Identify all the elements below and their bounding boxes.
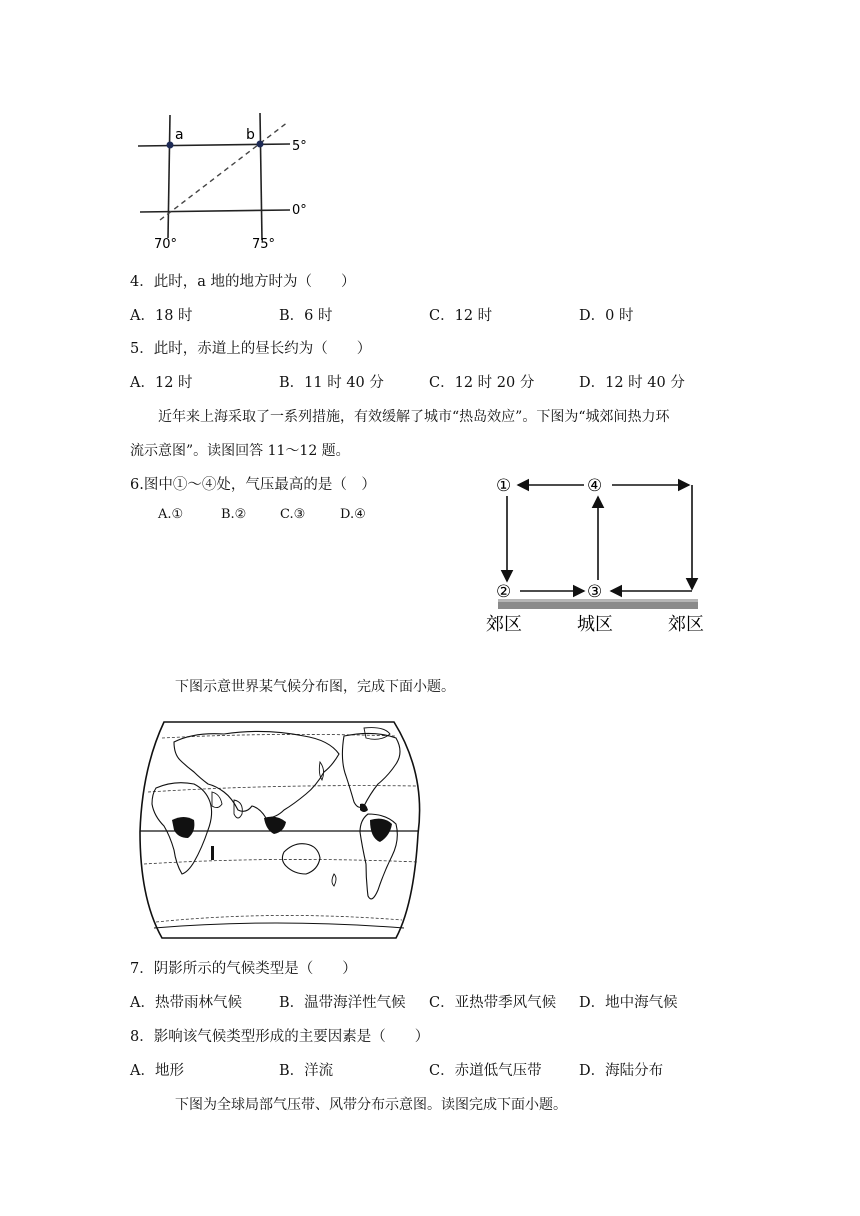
point-a-dot	[167, 142, 174, 149]
q6-option-b[interactable]: B.②	[221, 507, 247, 522]
q5-option-d[interactable]: D．12 时 40 分	[579, 375, 685, 391]
node-4-label: ④	[587, 476, 603, 496]
tropic-capricorn	[144, 859, 418, 864]
parallel-0	[140, 210, 290, 212]
parallel-5	[138, 144, 290, 146]
question-5-stem: 5．此时，赤道上的昼长约为（ ）	[130, 341, 372, 357]
shaded-region-central-america	[360, 804, 368, 812]
lat-5-label: 5°	[292, 139, 307, 154]
node-3-label: ③	[587, 582, 603, 602]
point-b-label: b	[246, 127, 255, 143]
q8-option-c[interactable]: C．赤道低气压带	[429, 1063, 542, 1079]
lat-0-label: 0°	[292, 203, 307, 218]
q4-option-b[interactable]: B．6 时	[279, 308, 333, 324]
lon-70-label: 70°	[154, 237, 178, 252]
climate-intro: 下图示意世界某气候分布图，完成下面小题。	[175, 679, 455, 695]
australia-continent	[282, 844, 320, 874]
shaded-region-congo	[172, 817, 194, 838]
q5-option-a[interactable]: A．12 时	[130, 375, 193, 391]
q7-option-c[interactable]: C．亚热带季风气候	[429, 995, 557, 1011]
question-6-stem: 6.图中①～④处，气压最高的是（ ）	[130, 477, 376, 493]
lon-75-label: 75°	[252, 237, 276, 252]
world-climate-map	[134, 714, 424, 944]
label-suburb-left: 郊区	[486, 614, 522, 635]
thermal-circulation-diagram	[484, 470, 724, 635]
q6-option-a[interactable]: A.①	[158, 507, 184, 522]
q4-option-d[interactable]: D．0 时	[579, 308, 634, 324]
pressure-belt-intro: 下图为全球局部气压带、风带分布示意图。读图完成下面小题。	[175, 1097, 567, 1113]
q8-option-d[interactable]: D．海陆分布	[579, 1063, 664, 1079]
shaded-region-amazon	[370, 819, 392, 842]
meridian-70	[168, 115, 170, 238]
q7-option-a[interactable]: A．热带雨林气候	[130, 995, 242, 1011]
q7-option-b[interactable]: B．温带海洋性气候	[279, 995, 406, 1011]
question-4-stem: 4．此时，a 地的地方时为（ ）	[130, 274, 356, 290]
heat-island-intro-line2: 流示意图”。读图回答 11～12 题。	[130, 443, 350, 459]
q6-option-c[interactable]: C.③	[280, 507, 306, 522]
node-1-label: ①	[496, 476, 512, 496]
antarctic-circle	[156, 915, 402, 922]
question-7-stem: 7．阴影所示的气候类型是（ ）	[130, 961, 357, 977]
node-2-label: ②	[496, 582, 512, 602]
question-8-stem: 8．影响该气候类型形成的主要因素是（ ）	[130, 1029, 430, 1045]
q5-option-c[interactable]: C．12 时 20 分	[429, 375, 535, 391]
label-suburb-right: 郊区	[668, 614, 704, 635]
meridian-75	[260, 113, 262, 240]
eurasia-continent	[174, 731, 339, 818]
north-america-continent	[342, 733, 400, 807]
label-urban: 城区	[577, 614, 613, 635]
q4-option-c[interactable]: C．12 时	[429, 308, 493, 324]
q6-option-d[interactable]: D.④	[340, 507, 366, 522]
point-b-dot	[257, 141, 264, 148]
q4-option-a[interactable]: A．18 时	[130, 308, 193, 324]
q7-option-d[interactable]: D．地中海气候	[579, 995, 678, 1011]
lat-lon-grid-diagram	[130, 110, 330, 252]
q5-option-b[interactable]: B．11 时 40 分	[279, 375, 384, 391]
point-a-label: a	[175, 127, 184, 143]
q8-option-a[interactable]: A．地形	[130, 1063, 184, 1079]
heat-island-intro-line1: 近年来上海采取了一系列措施，有效缓解了城市“热岛效应”。下图为“城郊间热力环	[158, 409, 670, 425]
q8-option-b[interactable]: B．洋流	[279, 1063, 334, 1079]
